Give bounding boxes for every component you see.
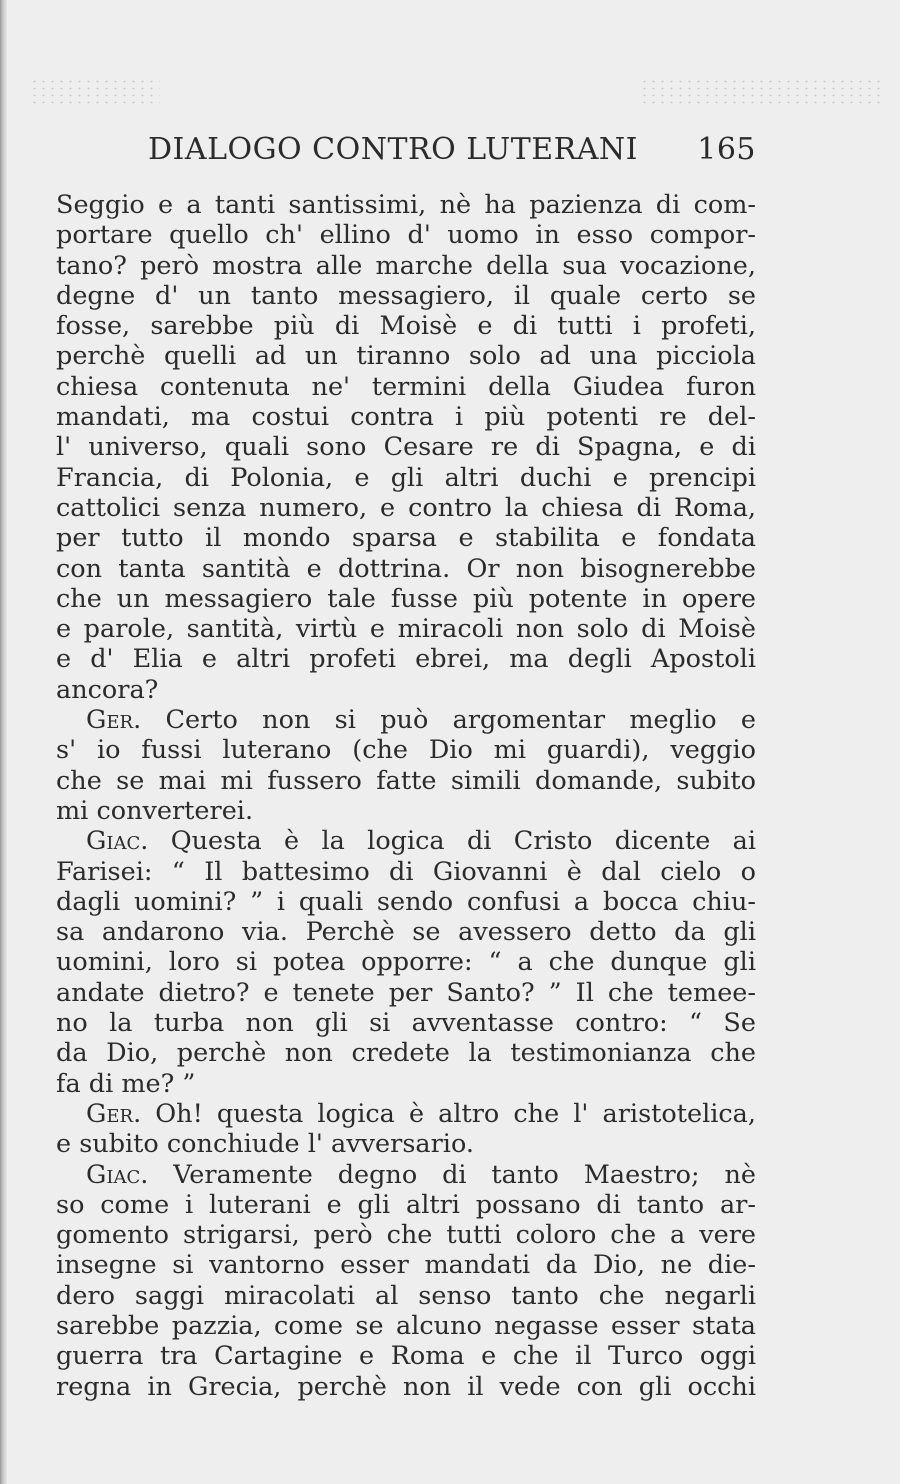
text-line: insegne si vantorno esser mandati da Dio, ne die- [56,1250,756,1281]
text-line: guerra tra Cartagine e Roma e che il Turco oggi [56,1341,756,1372]
page-number: 165 [697,132,756,167]
text-line: e subito conchiude l' avversario. [56,1129,474,1160]
text-line: mi converterei. [56,795,254,826]
text-line: Seggio e a tanti santissimi, nè ha pazienza di com- [56,190,756,220]
text-line: andate dietro? e tenete per Santo? ” Il che temee- [56,977,756,1008]
text-line: regna in Grecia, perchè non il vede con gli occhi [56,1371,756,1402]
dialogue-line-giac [56,1160,756,1190]
text-line: Oh! questa logica è altro che l' aristotelica, [155,1098,756,1129]
text-line: no la turba non gli si avventasse contro: “ Se [56,1008,756,1039]
text-line: gomento strigarsi, però che tutti coloro che a vere [56,1220,756,1251]
text-line: chiesa contenuta ne' termini della Giudea furon [56,371,756,402]
text-line: sa andarono via. Perchè se avessero detto da gli [56,917,756,948]
text-line: mandati, ma costui contra i più potenti re del- [56,402,756,433]
text-line: da Dio, perchè non credete la testimonianza che [56,1038,756,1069]
dialogue-line-ger [56,705,756,735]
text-line: dero saggi miracolati al senso tanto che negarli [56,1280,756,1311]
text-line: con tanta santità e dottrina. Or non bisognerebbe [56,553,756,584]
speaker-label-giac: Giac. [86,1159,149,1190]
text-line: Veramente degno di tanto Maestro; nè [173,1159,756,1190]
text-line: Francia, di Polonia, e gli altri duchi e prencipi [56,462,756,493]
text-line: portare quello ch' ellino d' uomo in esso compor- [56,220,756,251]
text-line: l' universo, quali sono Cesare re di Spagna, e di [56,432,756,463]
text-line: so come i luterani e gli altri possano di tanto ar- [56,1189,756,1220]
text-line: dagli uomini? ” i quali sendo confusi a bocca chiu- [56,886,756,917]
text-line: fosse, sarebbe più di Moisè e di tutti i profeti, [56,311,756,342]
speaker-label-giac: Giac. [86,826,149,857]
body-text [56,190,756,1402]
text-line: che se mai mi fussero fatte simili domande, subito [56,765,756,796]
running-title: DIALOGO CONTRO LUTERANI [148,132,639,167]
text-line: e parole, santità, virtù e miracoli non solo di Moisè [56,614,756,645]
text-line: per tutto il mondo sparsa e stabilita e fondata [56,523,756,554]
text-line: Certo non si può argomentar meglio e [165,705,756,736]
dialogue-line-giac [56,826,756,856]
text-line: cattolici senza numero, e contro la chiesa di Roma, [56,492,756,523]
text-line: uomini, loro si potea opporre: “ a che dunque gli [56,947,756,978]
text-line: degne d' un tanto messagiero, il quale certo se [56,280,756,311]
speaker-label-ger: Ger. [86,705,142,736]
text-line: ancora? [56,674,159,705]
text-line: sarebbe pazzia, come se alcuno negasse esser stata [56,1310,756,1341]
text-line: Farisei: “ Il battesimo di Giovanni è dal cielo o [56,856,756,887]
text-line: e d' Elia e altri profeti ebrei, ma degli Apostoli [56,644,756,675]
speaker-label-ger: Ger. [86,1098,142,1129]
dialogue-line-ger [56,1099,756,1129]
text-line: tano? però mostra alle marche della sua vocazione, [56,250,756,281]
text-line: perchè quelli ad un tiranno solo ad una picciola [56,341,756,372]
scan-speckle-right [640,78,880,108]
scan-speckle-left [30,78,160,108]
text-line: Questa è la logica di Cristo dicente ai [170,826,756,857]
running-header [148,128,756,172]
text-line: che un messagiero tale fusse più potente in opere [56,583,756,614]
text-line: fa di me? ” [56,1068,196,1099]
text-line: s' io fussi luterano (che Dio mi guardi), veggio [56,735,756,766]
scan-edge-shadow [0,0,7,1484]
